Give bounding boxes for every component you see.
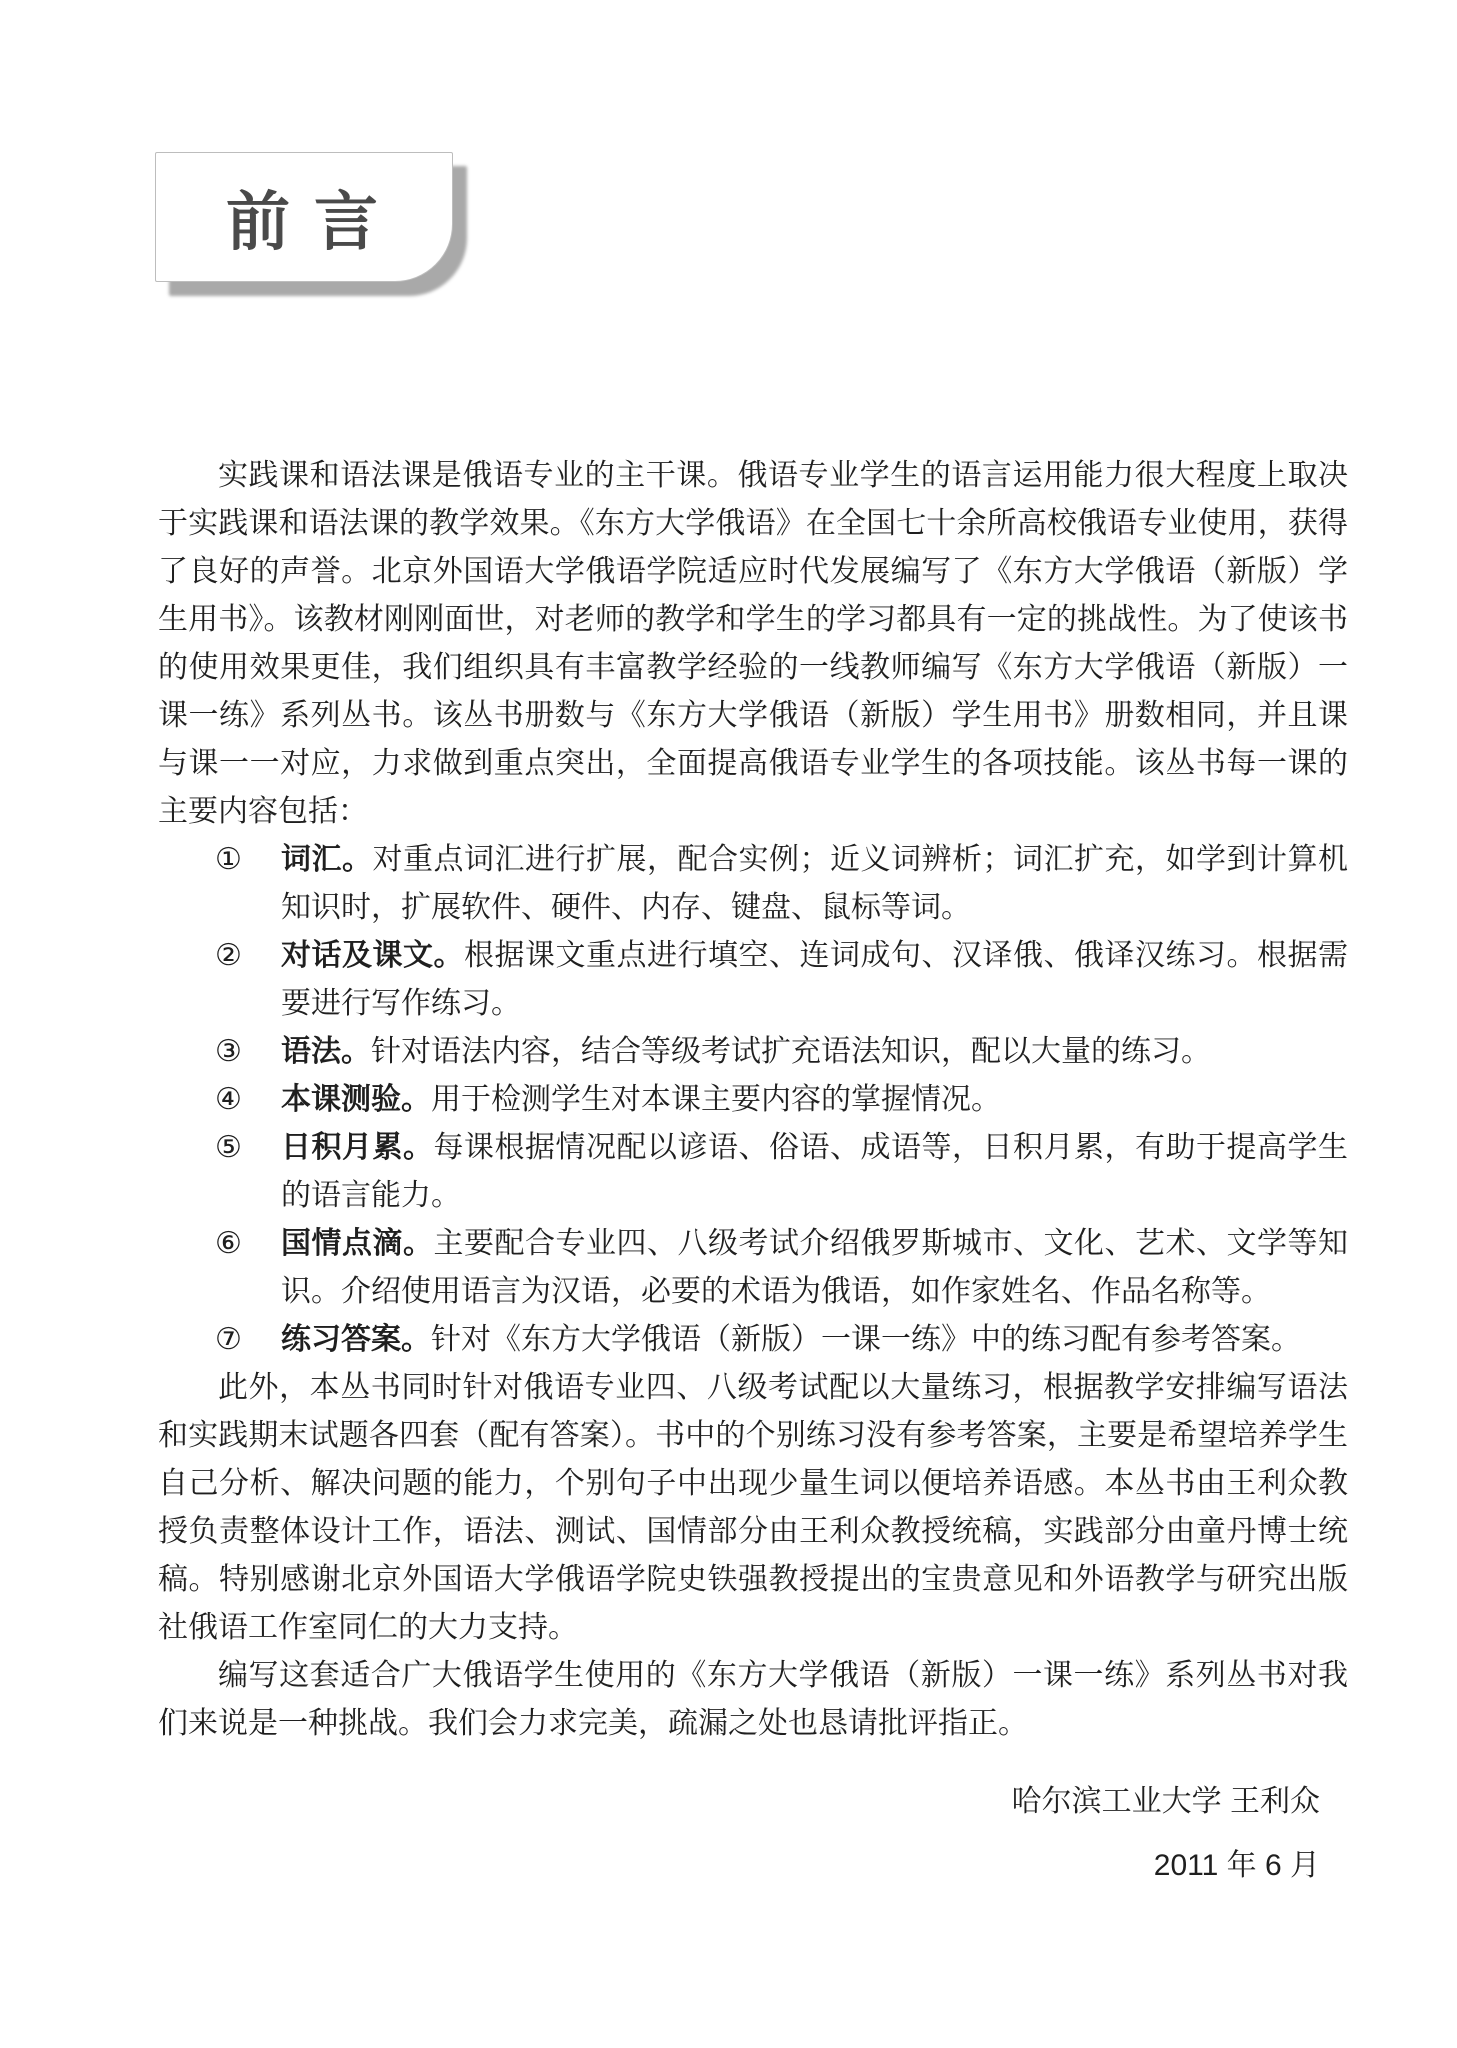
circled-number-4: ④ [215, 1083, 242, 1116]
circled-number-5: ⑤ [215, 1131, 242, 1164]
signature-date: 2011 年 6 月 [1153, 1849, 1320, 1882]
list-item-grammar [158, 1028, 1348, 1076]
list-text: 根据课文重点进行填空、连词成句、汉译俄、俄译汉练习。根据需要进行写作练习。 [281, 939, 1348, 1020]
list-term: 练习答案。 [281, 1323, 431, 1356]
list-text: 针对《东方大学俄语（新版）一课一练》中的练习配有参考答案。 [431, 1323, 1301, 1356]
list-item-answer-key [158, 1316, 1348, 1364]
list-item-lesson-test [158, 1076, 1348, 1124]
closing-paragraph-2: 编写这套适合广大俄语学生使用的《东方大学俄语（新版）一课一练》系列丛书对我们来说是一种挑战。我们会力求完美，疏漏之处也恳请批评指正。 [158, 1659, 1348, 1740]
preface-title-box [155, 152, 453, 282]
list-term: 国情点滴。 [281, 1227, 434, 1260]
list-item-vocabulary [158, 836, 1348, 932]
list-text: 主要配合专业四、八级考试介绍俄罗斯城市、文化、艺术、文学等知识。介绍使用语言为汉语，必要的术语为俄语，如作家姓名、作品名称等。 [281, 1227, 1348, 1308]
list-term: 对话及课文。 [281, 939, 464, 972]
page-title: 前 言 [226, 187, 382, 258]
preface-body [158, 452, 1348, 1898]
list-item-dialogue-text [158, 932, 1348, 1028]
list-item-accumulation [158, 1124, 1348, 1220]
circled-number-7: ⑦ [215, 1323, 242, 1356]
list-text: 对重点词汇进行扩展，配合实例；近义词辨析；词汇扩充，如学到计算机知识时，扩展软件、硬件、内存、键盘、鼠标等词。 [281, 843, 1348, 924]
signature-block [158, 1770, 1348, 1898]
list-text: 每课根据情况配以谚语、俗语、成语等，日积月累，有助于提高学生的语言能力。 [281, 1131, 1348, 1212]
list-term: 本课测验。 [281, 1083, 431, 1116]
list-text: 用于检测学生对本课主要内容的掌握情况。 [431, 1083, 1001, 1116]
list-term: 日积月累。 [281, 1131, 434, 1164]
circled-number-2: ② [215, 939, 242, 972]
list-term: 语法。 [281, 1035, 371, 1068]
content-list [158, 836, 1348, 1364]
list-term: 词汇。 [281, 843, 373, 876]
signature-author: 哈尔滨工业大学 王利众 [1011, 1785, 1320, 1818]
circled-number-6: ⑥ [215, 1227, 242, 1260]
circled-number-1: ① [215, 843, 242, 876]
circled-number-3: ③ [215, 1035, 242, 1068]
list-item-country-facts [158, 1220, 1348, 1316]
list-text: 针对语法内容，结合等级考试扩充语法知识，配以大量的练习。 [371, 1035, 1211, 1068]
closing-paragraph-1: 此外，本丛书同时针对俄语专业四、八级考试配以大量练习，根据教学安排编写语法和实践期末试题各四套（配有答案）。书中的个别练习没有参考答案，主要是希望培养学生自己分析、解决问题的能力，个别句子中出现少量生词以便培养语感。本丛书由王利众教授负责整体设计工作，语法、测试、国情部分由王利众教授统稿，实践部分由童丹博士统稿。特别感谢北京外国语大学俄语学院史铁强教授提出的宝贵意见和外语教学与研究出版社俄语工作室同仁的大力支持。 [158, 1371, 1348, 1644]
intro-paragraph: 实践课和语法课是俄语专业的主干课。俄语专业学生的语言运用能力很大程度上取决于实践课和语法课的教学效果。《东方大学俄语》在全国七十余所高校俄语专业使用，获得了良好的声誉。北京外国语大学俄语学院适应时代发展编写了《东方大学俄语（新版）学生用书》。该教材刚刚面世，对老师的教学和学生的学习都具有一定的挑战性。为了使该书的使用效果更佳，我们组织具有丰富教学经验的一线教师编写《东方大学俄语（新版）一课一练》系列丛书。该丛书册数与《东方大学俄语（新版）学生用书》册数相同，并且课与课一一对应，力求做到重点突出，全面提高俄语专业学生的各项技能。该丛书每一课的主要内容包括： [158, 459, 1348, 828]
